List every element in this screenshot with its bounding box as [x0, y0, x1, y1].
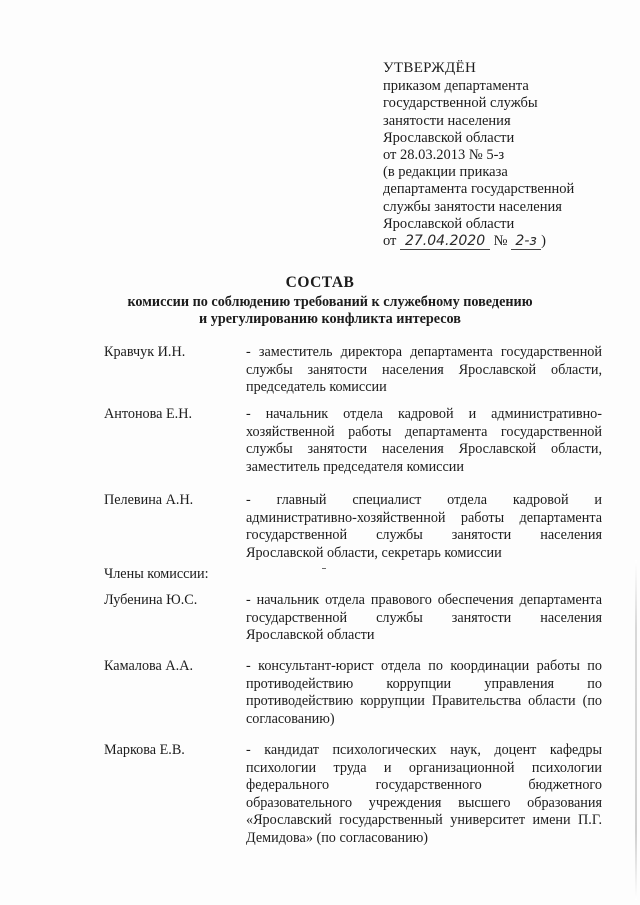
approval-line: службы занятости населения: [383, 198, 562, 215]
member-description: - главный специалист отдела кадровой и административно-хозяйственной работы департамента государственной службы занятости населения Ярославской области, секретарь комиссии: [246, 492, 602, 561]
member-description: - консультант-юрист отдела по координации работы по противодействию коррупции управления по противодействию коррупции Правительства области (по согласованию): [246, 658, 602, 727]
member-description: - кандидат психологических наук, доцент кафедры психологии труда и организационной психологии федерального государственного бюджетного образовательного учреждения высшего образования «Ярославский государственный университет имени П.Г. Демидова» (по согласованию): [246, 742, 602, 846]
member-name: Лубенина Ю.С.: [104, 592, 198, 608]
approval-line: занятости населения: [383, 112, 511, 129]
member-name: Пелевина А.Н.: [104, 492, 194, 508]
member-description: - заместитель директора департамента государственной службы занятости населения Ярославской области, председатель комиссии: [246, 344, 602, 396]
approval-line: (в редакции приказа: [383, 164, 508, 181]
members-label: Члены комиссии:: [104, 566, 209, 582]
member-name: Маркова Е.В.: [104, 742, 185, 758]
handwritten-number: 2-з: [511, 234, 541, 250]
approval-line: государственной службы: [383, 95, 538, 112]
number-sign: №: [493, 233, 508, 250]
member-name: Камалова А.А.: [104, 658, 193, 674]
closing-parenthesis: ): [541, 233, 546, 250]
approval-line: Ярославской области: [383, 129, 515, 146]
handwritten-date: 27.04.2020: [400, 234, 490, 250]
approval-date-prefix: от: [383, 233, 397, 250]
document-subtitle: [80, 294, 580, 328]
member-description: - начальник отдела кадровой и административно-хозяйственной работы департамента государственной службы занятости населения Ярославской области, заместитель председателя комиссии: [246, 406, 602, 475]
scan-edge-shadow: [635, 560, 637, 900]
scan-speck: [322, 568, 326, 569]
approval-line: департамента государственной: [383, 181, 575, 198]
document-title: СОСТАВ: [285, 274, 355, 291]
member-description: - начальник отдела правового обеспечения департамента государственной службы занятости населения Ярославской области: [246, 592, 602, 644]
approval-line: приказом департамента: [383, 78, 529, 95]
subtitle-line: и урегулированию конфликта интересов: [199, 311, 461, 327]
approval-block: [383, 60, 623, 250]
subtitle-line: комиссии по соблюдению требований к служебному поведению: [127, 294, 533, 310]
approval-date-line: [383, 233, 623, 250]
member-name: Антонова Е.Н.: [104, 406, 192, 422]
approval-heading: УТВЕРЖДЁН: [383, 60, 477, 76]
member-name: Кравчук И.Н.: [104, 344, 186, 360]
approval-line: Ярославской области: [383, 215, 515, 232]
approval-line: от 28.03.2013 № 5-з: [383, 147, 505, 164]
